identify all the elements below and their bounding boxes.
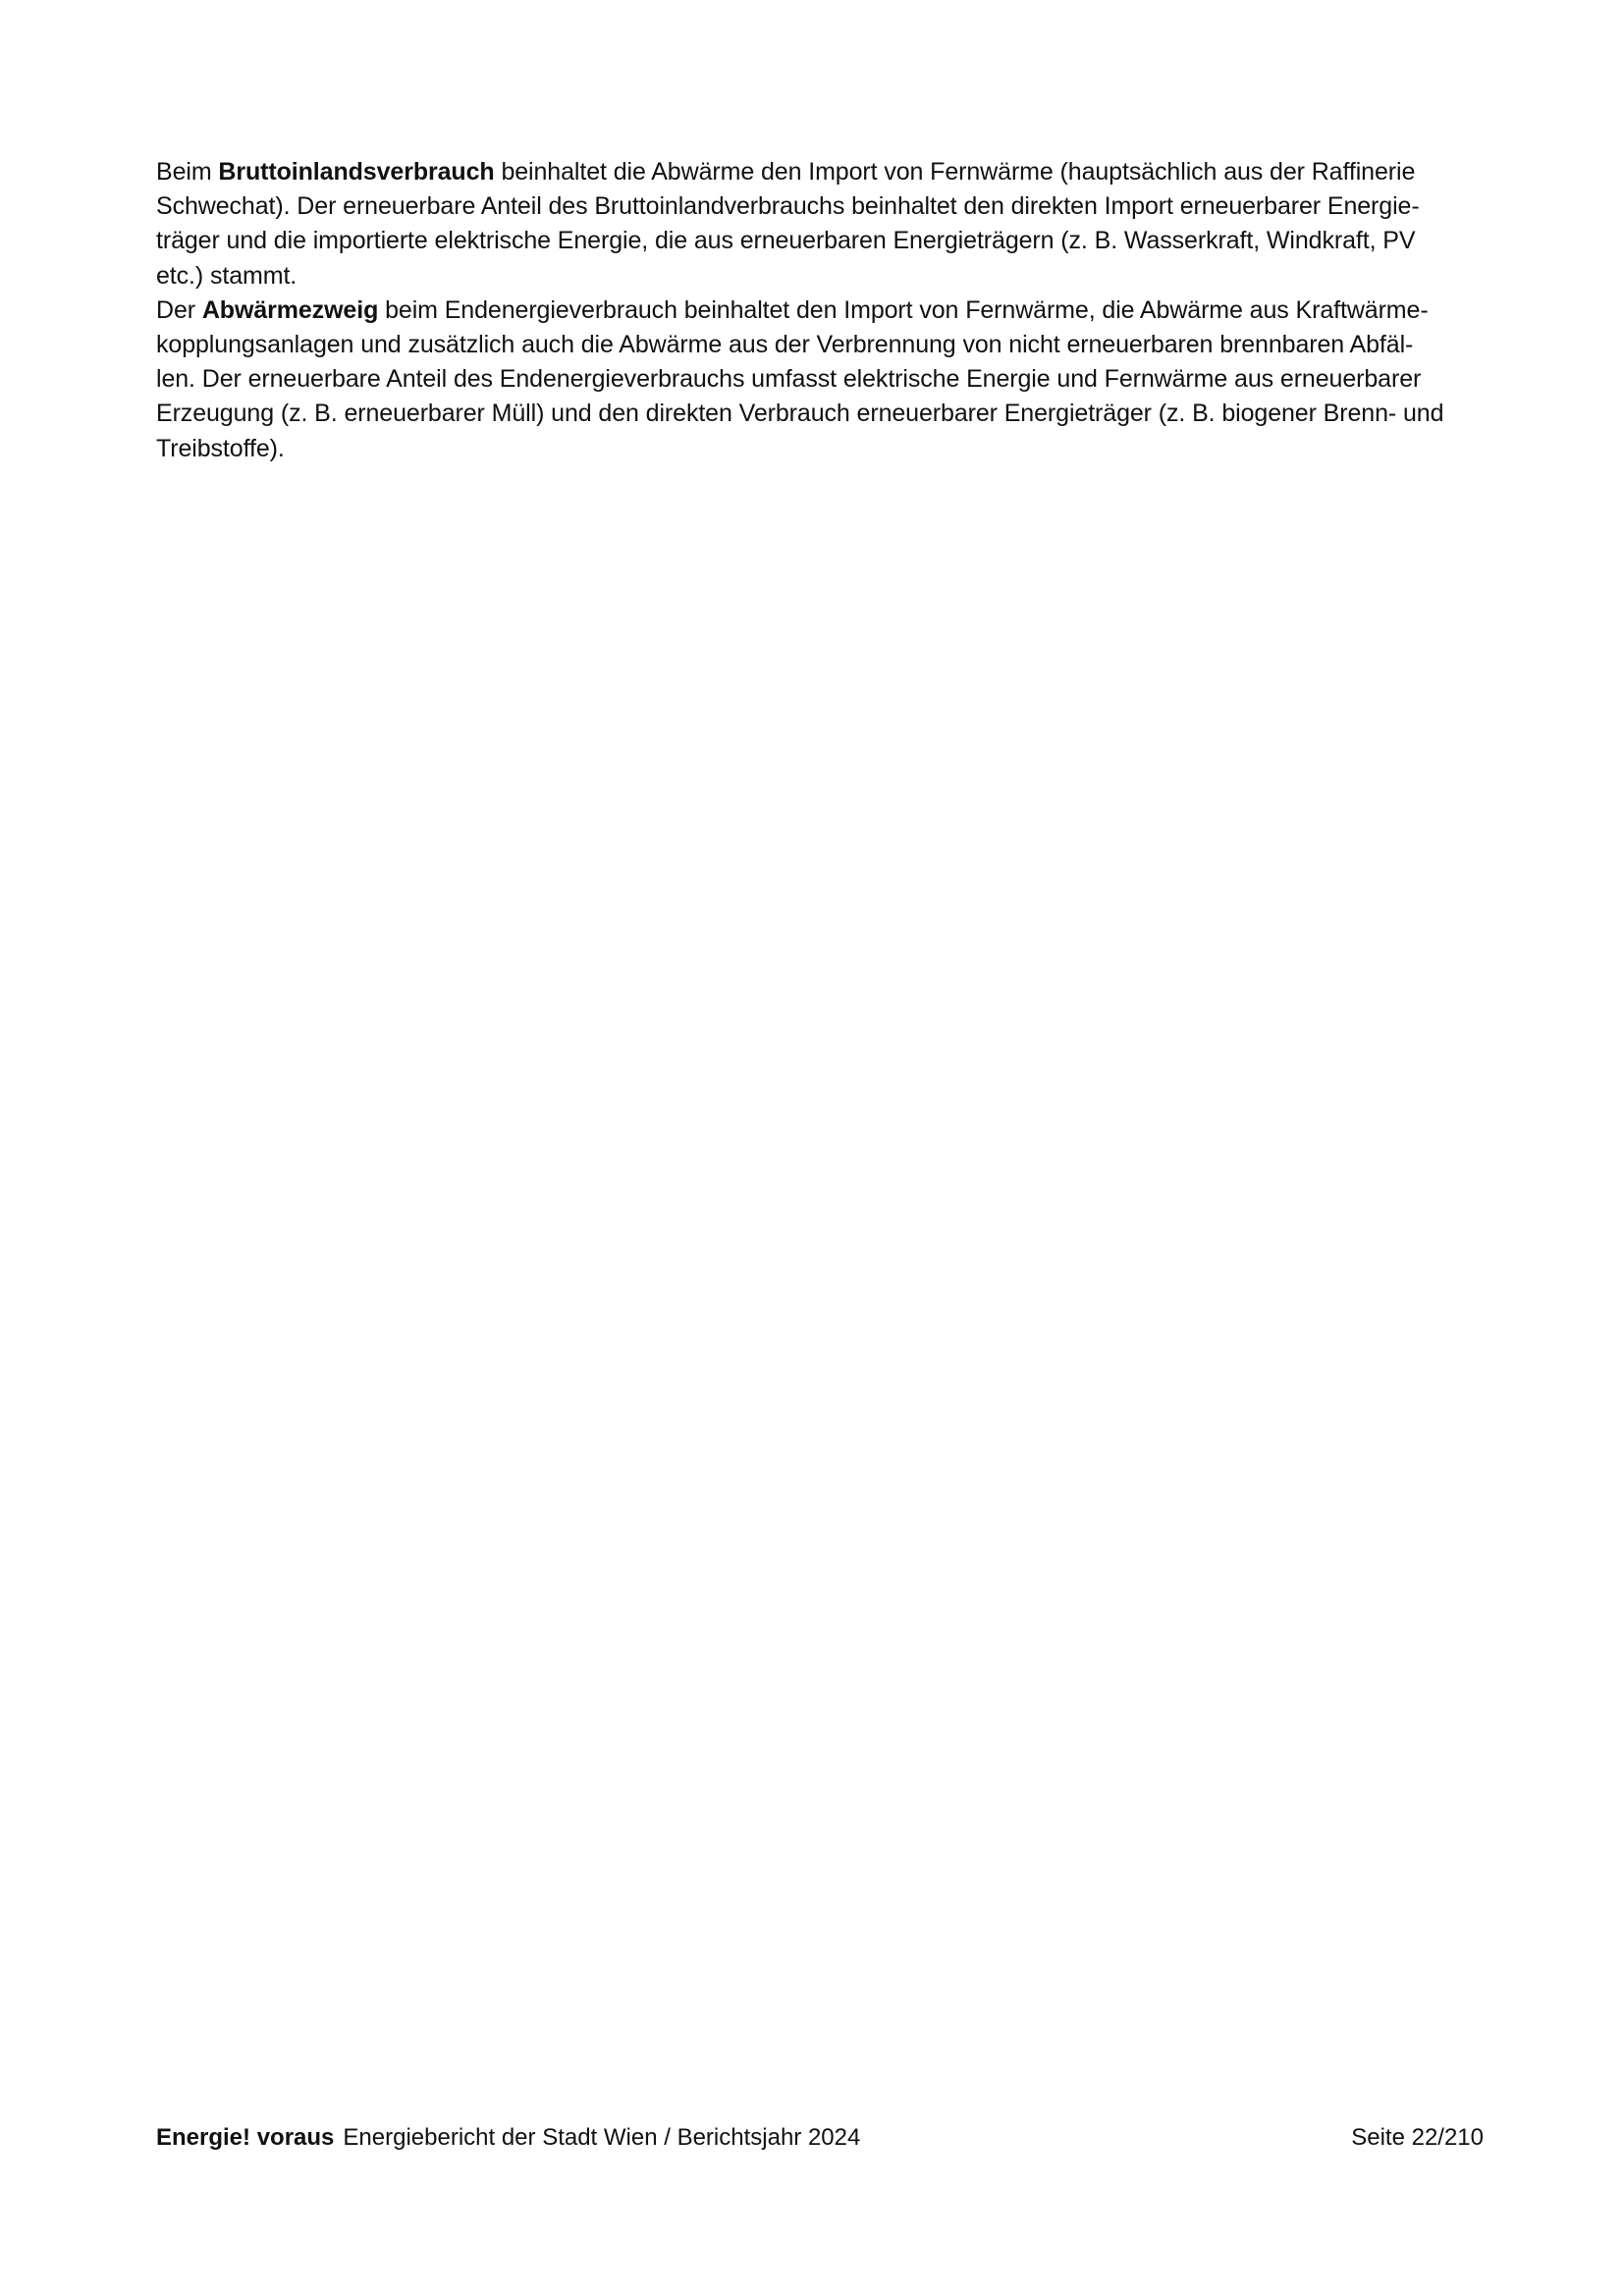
footer-brand: Energie! voraus (156, 2124, 335, 2151)
text-run: Der (156, 295, 202, 324)
text-line: kopplungsanlagen und zusätzlich auch die Abwärme aus der Verbrennung von nicht erneuerbaren brennbaren Abfäl- (156, 331, 1414, 359)
paragraph-abwaermezweig (156, 294, 1484, 466)
text-line: Treibstoffe). (156, 434, 285, 462)
text-line: Schwechat). Der erneuerbare Anteil des Bruttoinlandverbrauchs beinhaltet den direkten Import erneuerbarer Energie- (156, 192, 1420, 221)
text-run: Beim (156, 158, 219, 186)
text-line: etc.) stammt. (156, 261, 298, 290)
footer-title: Energiebericht der Stadt Wien / Berichtsjahr 2024 (343, 2124, 861, 2151)
text-run: beim Endenergieverbrauch beinhaltet den Import von Fernwärme, die Abwärme aus Kraftwärme- (378, 295, 1429, 324)
text-run: beinhaltet die Abwärme den Import von Fernwärme (hauptsächlich aus der Raffinerie (494, 158, 1416, 186)
page-number: Seite 22/210 (1351, 2124, 1484, 2151)
bold-term: Bruttoinlandsverbrauch (218, 158, 495, 186)
paragraph-bruttoinlandsverbrauch (156, 155, 1484, 294)
text-line (156, 294, 1484, 328)
text-line: Erzeugung (z. B. erneuerbarer Müll) und den direkten Verbrauch erneuerbarer Energieträger (z. B. biogener Brenn- und (156, 400, 1444, 428)
text-line (156, 155, 1484, 189)
text-line: len. Der erneuerbare Anteil des Endenergieverbrauchs umfasst elektrische Energie und Fernwärme aus erneuerbarer (156, 365, 1422, 394)
footer-title-group (156, 2120, 860, 2156)
bold-term: Abwärmezweig (201, 295, 379, 324)
text-line: träger und die importierte elektrische Energie, die aus erneuerbaren Energieträgern (z. B. Wasserkraft, Windkraft, PV (156, 227, 1416, 255)
page-footer (156, 2120, 1484, 2156)
document-body (156, 155, 1484, 466)
